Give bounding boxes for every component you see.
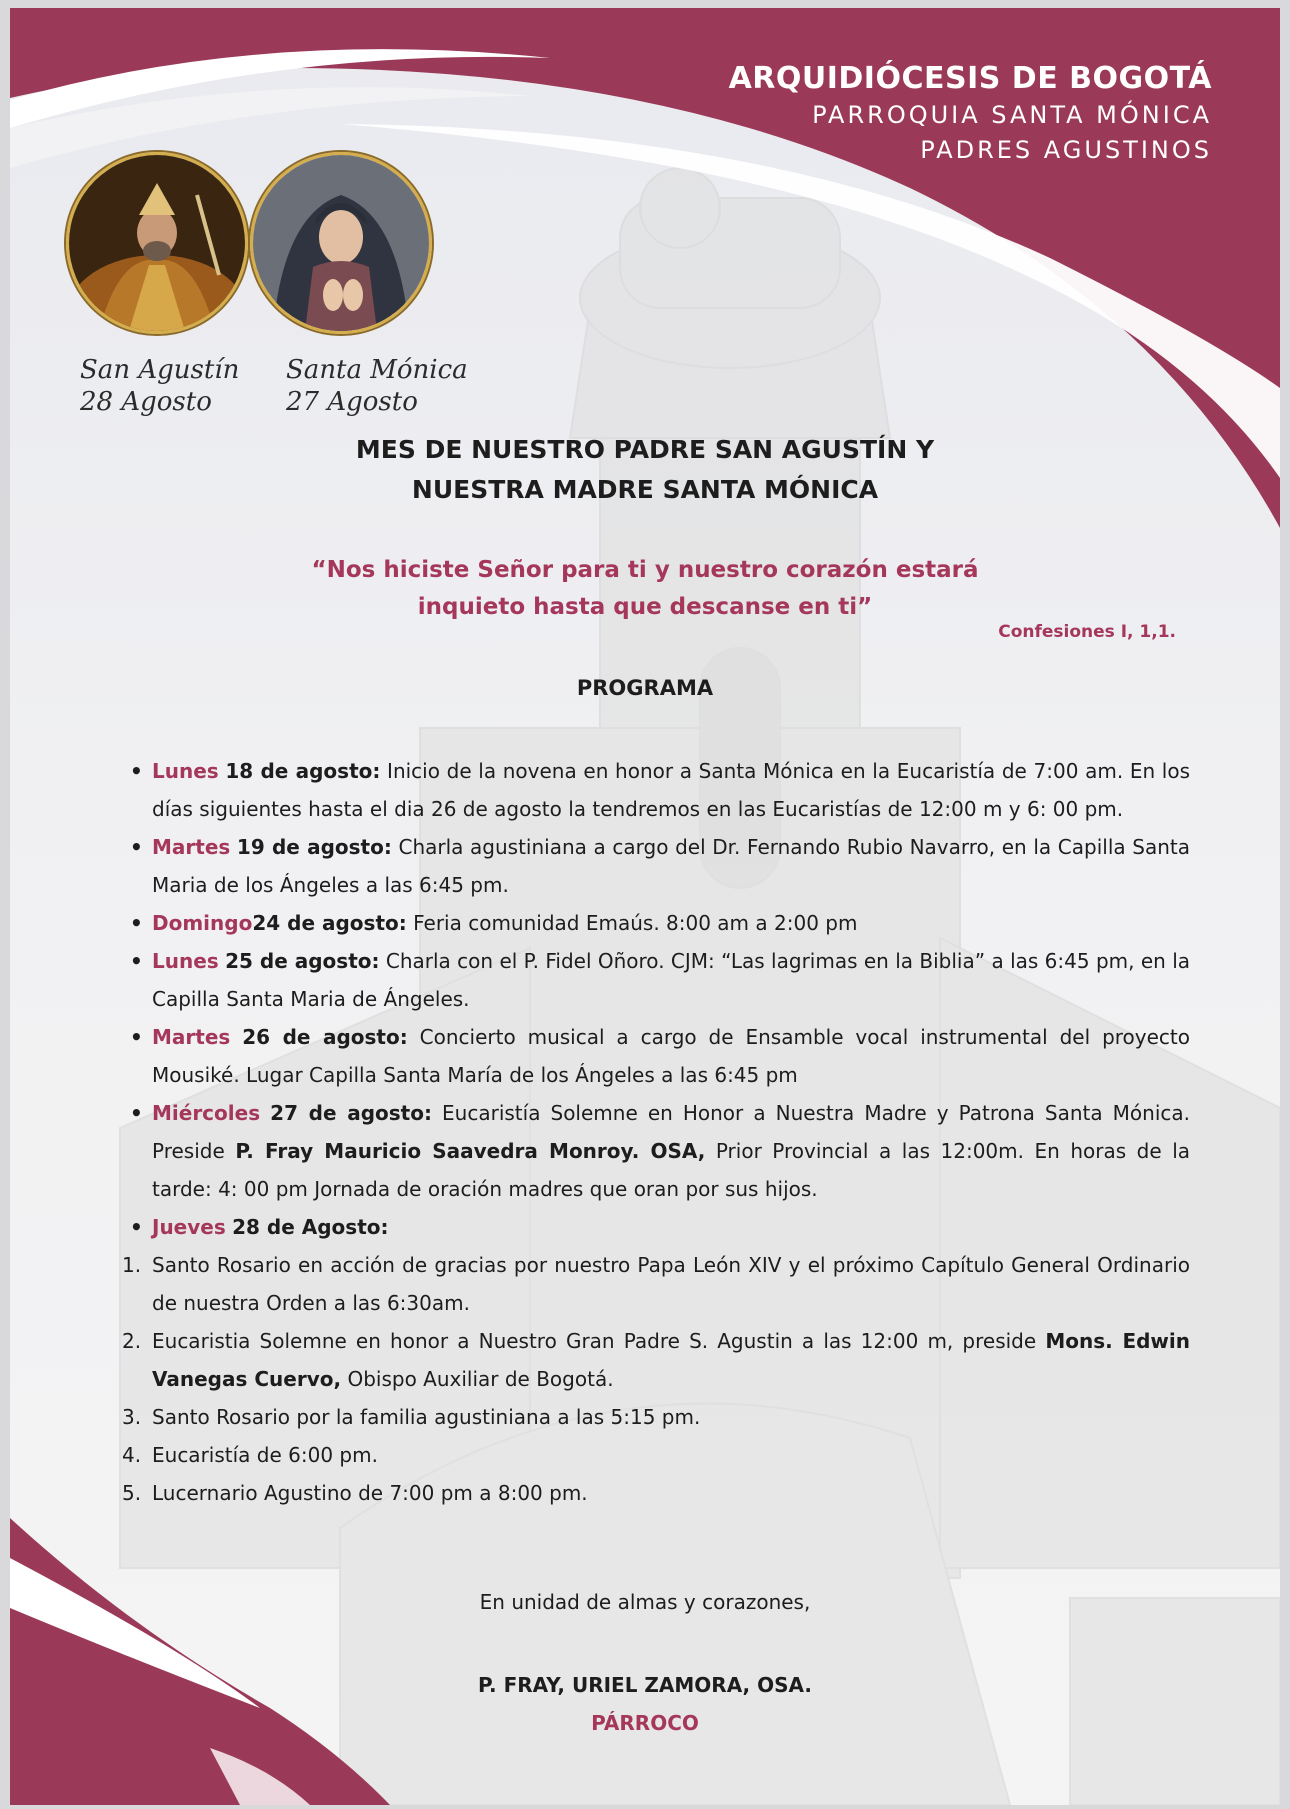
item-day: Martes (152, 835, 231, 859)
santa-monica-portrait (250, 152, 432, 334)
list-item (128, 904, 1190, 942)
santa-monica-caption (286, 354, 468, 418)
flyer-page (10, 8, 1280, 1805)
quote-source: Confesiones I, 1,1. (998, 622, 1176, 642)
san-agustin-name: San Agustín (80, 355, 240, 385)
page-title (10, 430, 1280, 510)
sub-list-item (122, 1322, 1190, 1398)
item-day: Domingo (152, 911, 253, 935)
order-name: PADRES AGUSTINOS (920, 136, 1212, 164)
san-agustin-portrait (66, 152, 248, 334)
item-text: Charla agustiniana a cargo del Dr. Fernando Rubio Navarro, en la Capilla Santa Maria de los Ángeles a las 6:45 pm. (152, 835, 1190, 897)
item-text: Eucaristía de 6:00 pm. (152, 1443, 378, 1467)
sub-list-item (122, 1436, 1190, 1474)
sub-list-item (122, 1246, 1190, 1322)
item-number: 4. (122, 1443, 142, 1467)
list-item (128, 1018, 1190, 1094)
san-agustin-date: 28 Agosto (80, 387, 212, 417)
item-text: Eucaristia Solemne en honor a Nuestro Gran Padre S. Agustin a las 12:00 m, preside (152, 1329, 1037, 1353)
quote (10, 552, 1280, 626)
item-text-cont: Prior Provincial a las 12:00m. En horas de la tarde: 4: 00 pm Jornada de oración madres que oran por sus hijos. (152, 1139, 1191, 1201)
list-item (128, 752, 1190, 828)
item-text: Lucernario Agustino de 7:00 pm a 8:00 pm. (152, 1481, 588, 1505)
item-day: Jueves (152, 1215, 226, 1239)
sub-list-item (122, 1398, 1190, 1436)
item-text-cont: Obispo Auxiliar de Bogotá. (347, 1367, 614, 1391)
signature-role: PÁRROCO (591, 1711, 699, 1735)
signature (10, 1666, 1280, 1742)
item-date: 28 de Agosto: (232, 1215, 389, 1239)
program-list (122, 752, 1191, 1512)
closing-line: En unidad de almas y corazones, (479, 1590, 811, 1614)
santa-monica-date: 27 Agosto (286, 387, 418, 417)
list-item (128, 828, 1190, 904)
item-date: 19 de agosto: (236, 835, 392, 859)
list-item (128, 1094, 1190, 1208)
item-text: Eucaristía Solemne en Honor a Nuestra Madre y Patrona Santa Mónica. Preside (152, 1101, 1190, 1163)
item-day: Lunes (152, 759, 219, 783)
item-text: Charla con el P. Fidel Oñoro. CJM: “Las lagrimas en la Biblia” a las 6:45 pm, en la Capilla Santa Maria de Ángeles. (152, 949, 1191, 1011)
item-text: Santo Rosario en acción de gracias por nuestro Papa León XIV y el próximo Capítulo General Ordinario de nuestra Orden a las 6:30am. (152, 1253, 1190, 1315)
item-date: 27 de agosto: (270, 1101, 432, 1125)
header (729, 60, 1212, 168)
list-item (128, 942, 1190, 1018)
san-agustin-caption (80, 354, 239, 418)
parish-name: PARROQUIA SANTA MÓNICA (812, 101, 1212, 129)
item-date: 18 de agosto: (225, 759, 381, 783)
presider-name: P. Fray Mauricio Saavedra Monroy. OSA, (235, 1139, 706, 1163)
title-line-2: NUESTRA MADRE SANTA MÓNICA (411, 475, 879, 504)
item-date: 26 de agosto: (242, 1025, 408, 1049)
quote-line-2: inquieto hasta que descanse en ti” (417, 594, 873, 620)
archdiocese-title: ARQUIDIÓCESIS DE BOGOTÁ (728, 61, 1212, 96)
presider-name: Mons. Edwin Vanegas Cuervo, (152, 1329, 1190, 1391)
item-day: Miércoles (152, 1101, 261, 1125)
item-number: 2. (122, 1329, 142, 1353)
santa-monica-name: Santa Mónica (286, 355, 468, 385)
item-number: 3. (122, 1405, 142, 1429)
item-text: Concierto musical a cargo de Ensamble vocal instrumental del proyecto Mousiké. Lugar Capilla Santa María de los Ángeles a las 6:45 pm (152, 1025, 1191, 1087)
item-number: 5. (122, 1481, 142, 1505)
item-number: 1. (122, 1253, 142, 1277)
program-heading: PROGRAMA (576, 676, 714, 700)
item-text: Feria comunidad Emaús. 8:00 am a 2:00 pm (413, 911, 858, 935)
item-text: Inicio de la novena en honor a Santa Mónica en la Eucaristía de 7:00 am. En los días siguientes hasta el dia 26 de agosto la tendremos en las Eucaristías de 12:00 m y 6: 00 pm. (152, 759, 1191, 821)
item-text: Santo Rosario por la familia agustiniana a las 5:15 pm. (152, 1405, 701, 1429)
item-date: 24 de agosto: (252, 911, 407, 935)
item-day: Martes (152, 1025, 231, 1049)
item-day: Lunes (152, 949, 219, 973)
title-line-1: MES DE NUESTRO PADRE SAN AGUSTÍN Y (355, 435, 935, 464)
signature-name: P. FRAY, URIEL ZAMORA, OSA. (478, 1673, 812, 1697)
quote-line-1: “Nos hiciste Señor para ti y nuestro corazón estará (311, 557, 979, 583)
item-date: 25 de agosto: (225, 949, 380, 973)
list-item (128, 1208, 1190, 1246)
sub-list-item (122, 1474, 1190, 1512)
